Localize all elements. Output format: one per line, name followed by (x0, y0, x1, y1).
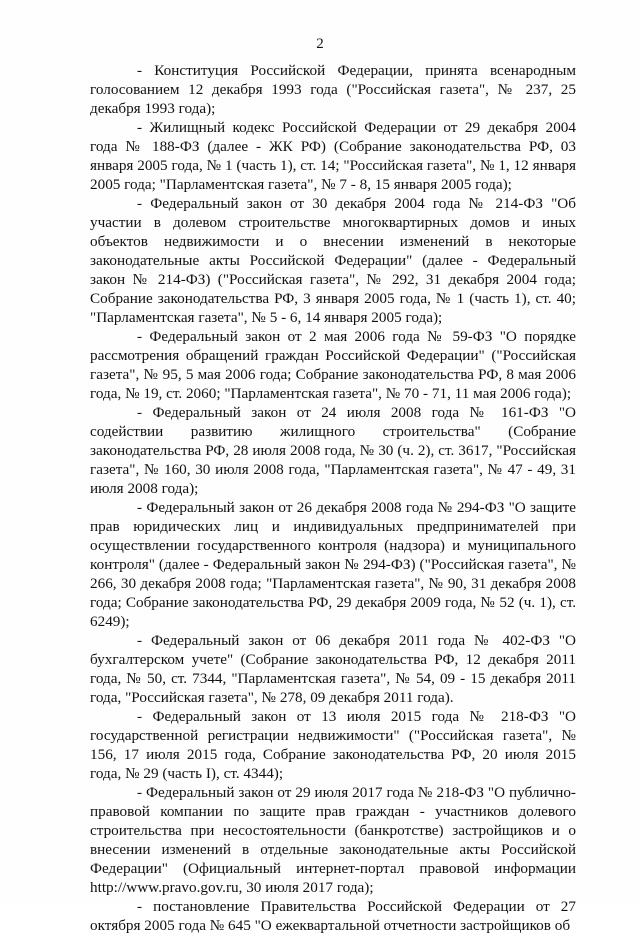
page-number: 2 (316, 36, 324, 52)
list-item-law-402: - Федеральный закон от 06 декабря 2011 года № 402-ФЗ "О бухгалтерском учете" (Собрание законодательства РФ, 12 декабря 2011 года, № 50, ст. 7344, "Парламентская газета", № 54, 09 - 15 декабря 2011 года, "Российская газета", № 278, 09 декабря 2011 года). (90, 632, 576, 706)
list-item-law-294: - Федеральный закон от 26 декабря 2008 года № 294-ФЗ "О защите прав юридических лиц и индивидуальных предпринимателей при осуществлении государственного контроля (надзора) и муниципального контроля" (далее - Федеральный закон № 294-ФЗ) ("Российская газета", № 266, 30 декабря 2008 года; "Парламентская газета", № 90, 31 декабря 2008 года; Собрание законодательства РФ, 29 декабря 2009 года, № 52 (ч. 1), ст. 6249); (90, 499, 576, 630)
list-item-resolution-645: - постановление Правительства Российской Федерации от 27 октября 2005 года № 645 "О ежеквартальной отчетности застройщиков об (90, 898, 576, 934)
list-item-constitution: - Конституция Российской Федерации, принята всенародным голосованием 12 декабря 1993 года ("Российская газета", № 237, 25 декабря 1993 года); (90, 62, 576, 117)
document-body (90, 61, 576, 935)
list-item-law-218-2017: - Федеральный закон от 29 июля 2017 года № 218-ФЗ "О публично-правовой компании по защите прав граждан - участников долевого строительства при несостоятельности (банкротстве) застройщиков и о внесении изменений в отдельные законодательные акты Российской Федерации" (Официальный интернет-портал правовой информации http://www.pravo.gov.ru, 30 июля 2017 года); (90, 784, 576, 896)
list-item-housing-code: - Жилищный кодекс Российской Федерации от 29 декабря 2004 года № 188-ФЗ (далее - ЖК РФ) (Собрание законодательства РФ, 03 января 2005 года, № 1 (часть 1), ст. 14; "Российская газета", № 1, 12 января 2005 года; "Парламентская газета", № 7 - 8, 15 января 2005 года); (90, 119, 576, 193)
list-item-law-59: - Федеральный закон от 2 мая 2006 года № 59-ФЗ "О порядке рассмотрения обращений граждан Российской Федерации" ("Российская газета", № 95, 5 мая 2006 года; Собрание законодательства РФ, 8 мая 2006 года, № 19, ст. 2060; "Парламентская газета", № 70 - 71, 11 мая 2006 года); (90, 328, 576, 402)
list-item-law-214: - Федеральный закон от 30 декабря 2004 года № 214-ФЗ "Об участии в долевом строительстве многоквартирных домов и иных объектов недвижимости и о внесении изменений в некоторые законодательные акты Российской Федерации" (далее - Федеральный закон № 214-ФЗ) ("Российская газета", № 292, 31 декабря 2004 года; Собрание законодательства РФ, 3 января 2005 года, № 1 (часть 1), ст. 40; "Парламентская газета", № 5 - 6, 14 января 2005 года); (90, 195, 576, 326)
list-item-law-161: - Федеральный закон от 24 июля 2008 года № 161-ФЗ "О содействии развитию жилищного строительства" (Собрание законодательства РФ, 28 июля 2008 года, № 30 (ч. 2), ст. 3617, "Российская газета", № 160, 30 июля 2008 года, "Парламентская газета", № 47 - 49, 31 июля 2008 года); (90, 404, 576, 497)
list-item-law-218-2015: - Федеральный закон от 13 июля 2015 года № 218-ФЗ "О государственной регистрации недвижимости" ("Российская газета", № 156, 17 июля 2015 года, Собрание законодательства РФ, 20 июля 2015 года, № 29 (часть I), ст. 4344); (90, 708, 576, 782)
